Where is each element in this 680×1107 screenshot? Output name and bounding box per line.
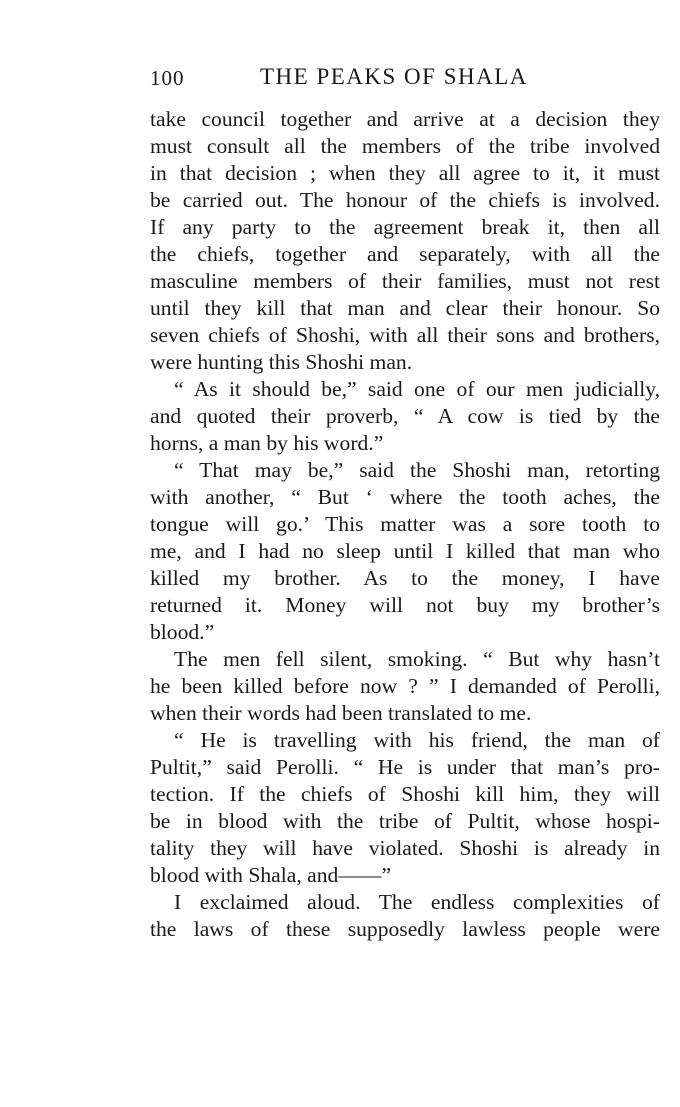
- text-line: me, and I had no sleep until I killed that man who: [150, 539, 660, 563]
- text-line: horns, a man by his word.”: [150, 431, 384, 455]
- text-line: must consult all the members of the tribe involved: [150, 134, 660, 158]
- text-line: “ That may be,” said the Shoshi man, retorting: [174, 458, 660, 482]
- text-line: the chiefs, together and separately, with all the: [150, 242, 660, 266]
- text-line: tality they will have violated. Shoshi is already in: [150, 836, 660, 860]
- text-line: seven chiefs of Shoshi, with all their sons and brothers,: [150, 323, 660, 347]
- running-head: [150, 64, 660, 106]
- text-line: were hunting this Shoshi man.: [150, 350, 413, 374]
- running-title: THE PEAKS OF SHALA: [260, 64, 528, 89]
- text-line: I exclaimed aloud. The endless complexities of: [174, 890, 660, 914]
- text-line: blood.”: [150, 620, 215, 644]
- page-number: 100: [150, 66, 185, 90]
- text-line: tongue will go.’ This matter was a sore tooth to: [150, 512, 660, 536]
- text-line: If any party to the agreement break it, then all: [150, 215, 660, 239]
- text-line: take council together and arrive at a decision they: [150, 107, 660, 131]
- text-line: blood with Shala, and——”: [150, 863, 392, 887]
- text-line: the laws of these supposedly lawless people were: [150, 917, 660, 941]
- text-line: and quoted their proverb, “ A cow is tied by the: [150, 404, 660, 428]
- text-line: in that decision ; when they all agree to it, it must: [150, 161, 660, 185]
- text-line: until they kill that man and clear their honour. So: [150, 296, 660, 320]
- text-line: killed my brother. As to the money, I have: [150, 566, 660, 590]
- book-page: [150, 64, 660, 943]
- body-text: [150, 106, 660, 943]
- text-line: when their words had been translated to me.: [150, 701, 532, 725]
- text-line: masculine members of their families, must not rest: [150, 269, 660, 293]
- text-line: “ As it should be,” said one of our men judicially,: [174, 377, 660, 401]
- text-line: with another, “ But ‘ where the tooth aches, the: [150, 485, 660, 509]
- text-line: returned it. Money will not buy my brother’s: [150, 593, 660, 617]
- text-line: Pultit,” said Perolli. “ He is under that man’s pro-: [150, 755, 660, 779]
- text-line: be carried out. The honour of the chiefs is involved.: [150, 188, 660, 212]
- text-line: tection. If the chiefs of Shoshi kill him, they will: [150, 782, 660, 806]
- text-line: The men fell silent, smoking. “ But why hasn’t: [174, 647, 660, 671]
- text-line: “ He is travelling with his friend, the man of: [174, 728, 660, 752]
- text-line: he been killed before now ? ” I demanded of Perolli,: [150, 674, 660, 698]
- text-line: be in blood with the tribe of Pultit, whose hospi-: [150, 809, 660, 833]
